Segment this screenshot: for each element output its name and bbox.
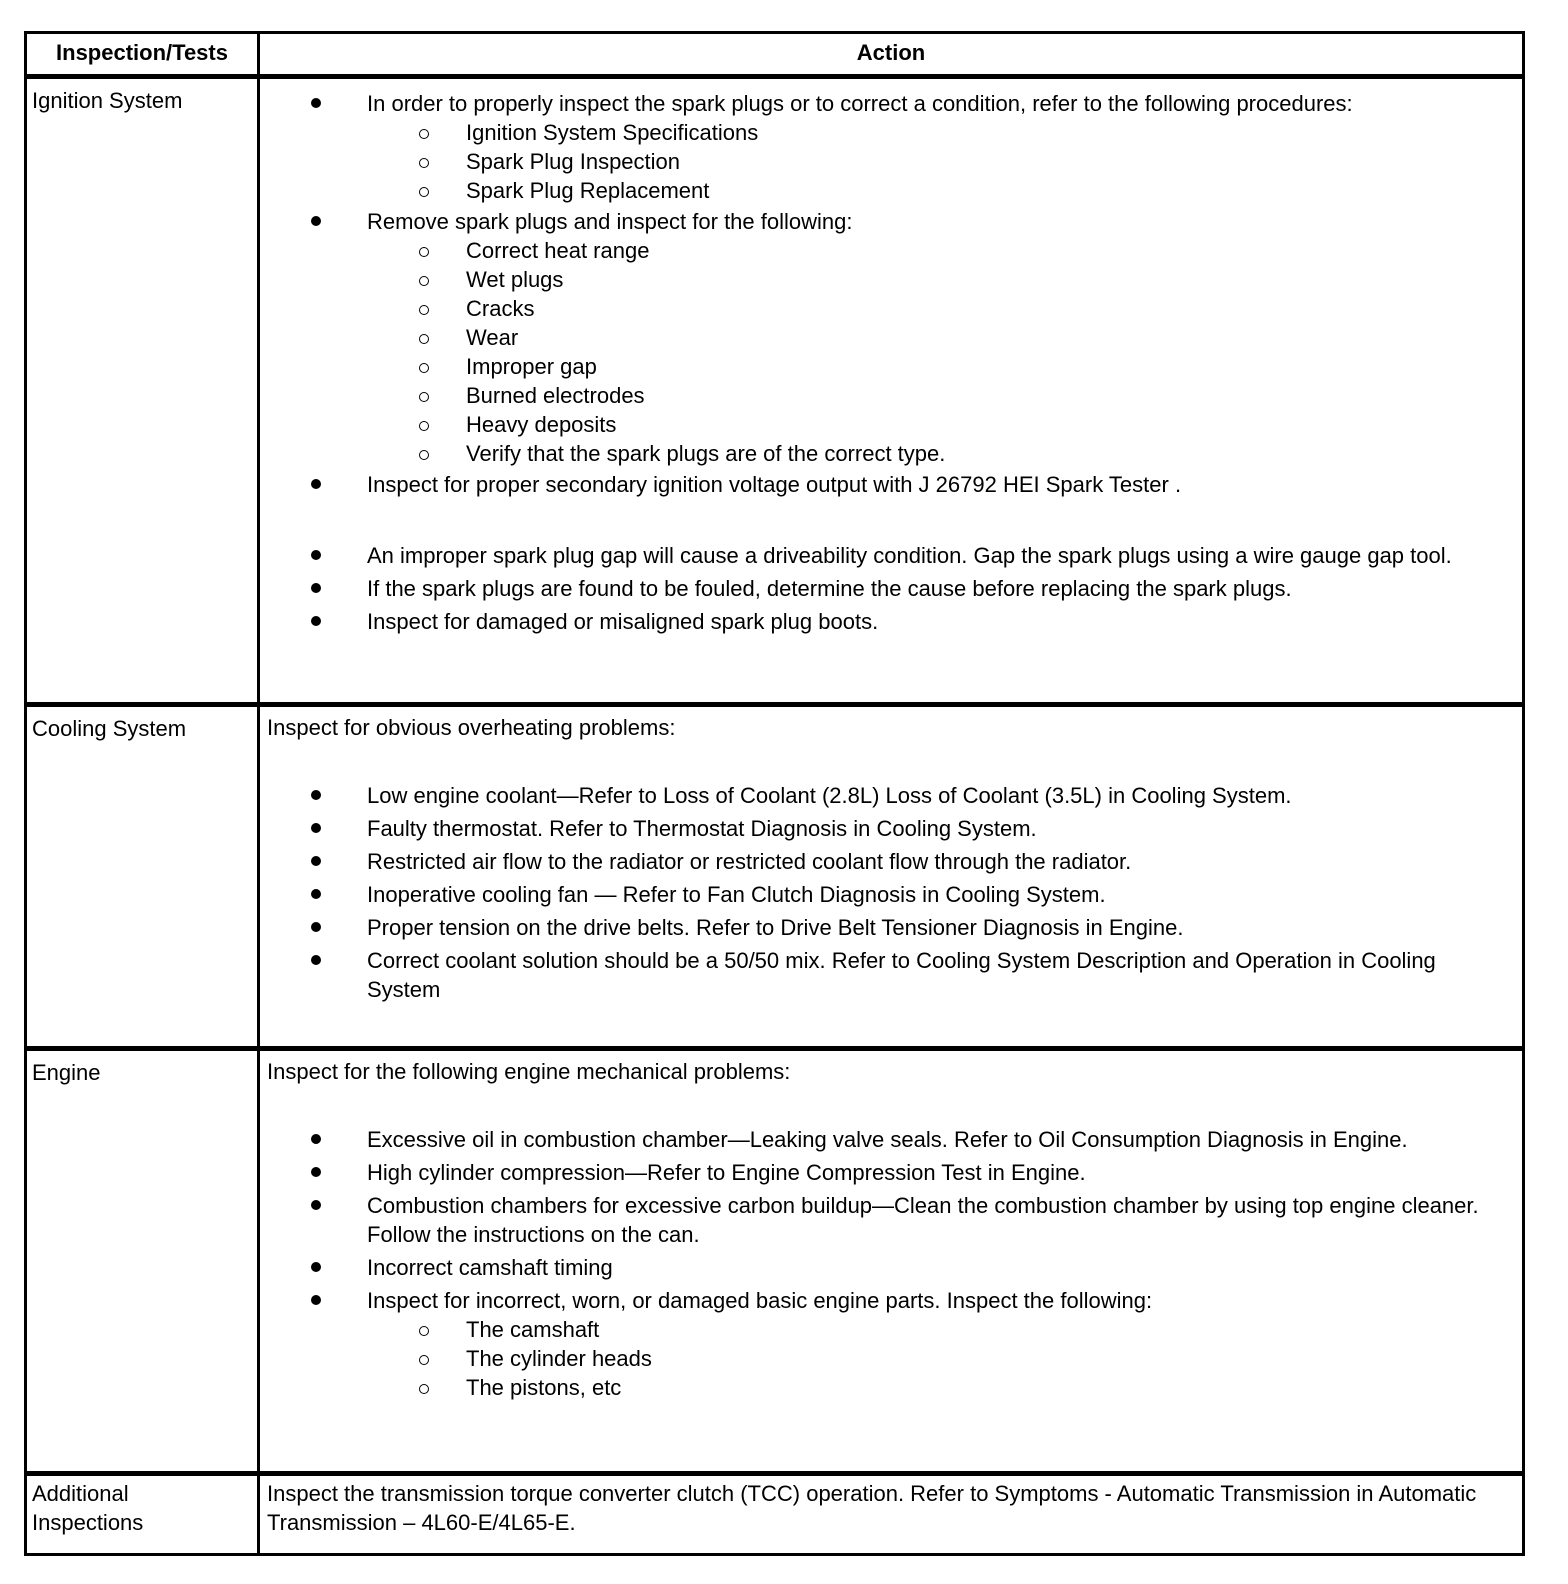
sub-list-item: [260, 1373, 1502, 1402]
sub-list-item: [260, 439, 1502, 468]
label-line: Inspections: [32, 1510, 144, 1535]
list-item: [260, 880, 1522, 909]
row-action-cell: [260, 1476, 1522, 1553]
row-label-ignition: Ignition System: [32, 88, 183, 113]
header-cell-inspection: [27, 34, 260, 74]
row-label-cell: [27, 707, 260, 1046]
bullet-text: Remove spark plugs and inspect for the following:: [367, 209, 853, 234]
circle-bullet-icon: [419, 158, 429, 168]
cooling-bullet-list: [260, 781, 1522, 1004]
sub-item-text: Ignition System Specifications: [466, 120, 759, 145]
row-label-engine: Engine: [32, 1060, 101, 1085]
bullet-text: Correct coolant solution should be a 50/50 mix. Refer to Cooling System Description and Operation in Cooling System: [367, 948, 1436, 1002]
sub-list: [260, 1315, 1502, 1402]
inspection-table: [24, 31, 1525, 1556]
circle-bullet-icon: [419, 1326, 429, 1336]
sub-item-text: The camshaft: [466, 1317, 600, 1342]
bullet-icon: [311, 1200, 321, 1210]
circle-bullet-icon: [419, 247, 429, 257]
sub-list-item: [260, 1315, 1502, 1344]
circle-bullet-icon: [419, 421, 429, 431]
bullet-text: If the spark plugs are found to be fouled, determine the cause before replacing the spark plugs.: [367, 576, 1292, 601]
list-item: [260, 913, 1522, 942]
bullet-text: Inoperative cooling fan — Refer to Fan Clutch Diagnosis in Cooling System.: [367, 882, 1106, 907]
list-item: [260, 574, 1522, 603]
list-item: [260, 607, 1522, 636]
circle-bullet-icon: [419, 1355, 429, 1365]
row-label-cell: [27, 1051, 260, 1471]
bullet-icon: [311, 823, 321, 833]
bullet-icon: [311, 889, 321, 899]
list-item: [260, 946, 1522, 1004]
list-item: [260, 1158, 1522, 1187]
bullet-icon: [311, 922, 321, 932]
bullet-icon: [311, 856, 321, 866]
engine-bullet-list: [260, 1125, 1522, 1402]
bullet-text: Proper tension on the drive belts. Refer to Drive Belt Tensioner Diagnosis in Engine.: [367, 915, 1184, 940]
bullet-icon: [311, 790, 321, 800]
row-action-cell: [260, 1051, 1522, 1471]
list-item: [260, 207, 1522, 468]
sub-list-item: [260, 236, 1502, 265]
table-row-ignition: [27, 74, 1522, 702]
row-label-cooling: Cooling System: [32, 716, 187, 741]
table-row-additional: [27, 1471, 1522, 1553]
sub-item-text: Wet plugs: [466, 267, 564, 292]
bullet-icon: [311, 1262, 321, 1272]
list-item: [260, 781, 1522, 810]
sub-item-text: Burned electrodes: [466, 383, 645, 408]
bullet-text: Inspect for proper secondary ignition voltage output with J 26792 HEI Spark Tester .: [367, 472, 1182, 497]
circle-bullet-icon: [419, 1384, 429, 1394]
bullet-icon: [311, 583, 321, 593]
list-item: [260, 541, 1522, 570]
bullet-text: Incorrect camshaft timing: [367, 1255, 613, 1280]
sub-list-item: [260, 1344, 1502, 1373]
table-row-cooling: [27, 702, 1522, 1046]
circle-bullet-icon: [419, 363, 429, 373]
sub-list-item: [260, 381, 1502, 410]
row-action-cell: [260, 707, 1522, 1046]
circle-bullet-icon: [419, 450, 429, 460]
bullet-icon: [311, 1167, 321, 1177]
sub-item-text: Correct heat range: [466, 238, 650, 263]
bullet-icon: [311, 550, 321, 560]
engine-intro: Inspect for the following engine mechanical problems:: [267, 1059, 791, 1084]
header-inspection-tests: Inspection/Tests: [56, 40, 228, 65]
bullet-text: An improper spark plug gap will cause a driveability condition. Gap the spark plugs using a wire gauge gap tool.: [367, 543, 1452, 568]
table-row-engine: [27, 1046, 1522, 1471]
bullet-icon: [311, 216, 321, 226]
header-action: Action: [856, 40, 926, 65]
sub-item-text: Improper gap: [466, 354, 597, 379]
sub-list-item: [260, 265, 1502, 294]
bullet-text: In order to properly inspect the spark plugs or to correct a condition, refer to the following procedures:: [367, 91, 1353, 116]
list-item: [260, 89, 1522, 205]
label-line: Additional: [32, 1481, 129, 1506]
list-item: [260, 1286, 1522, 1402]
list-item: [260, 1253, 1522, 1282]
sub-item-text: Spark Plug Replacement: [466, 178, 710, 203]
bullet-text: Excessive oil in combustion chamber—Leaking valve seals. Refer to Oil Consumption Diagnosis in Engine.: [367, 1127, 1408, 1152]
bullet-icon: [311, 479, 321, 489]
bullet-text: Restricted air flow to the radiator or restricted coolant flow through the radiator.: [367, 849, 1132, 874]
sub-list-item: [260, 294, 1502, 323]
bullet-icon: [311, 98, 321, 108]
table-header-row: [27, 34, 1522, 74]
circle-bullet-icon: [419, 392, 429, 402]
additional-text: Inspect the transmission torque converter clutch (TCC) operation. Refer to Symptoms - Automatic Transmission in Automatic Transmission – 4L60-E/4L65-E.: [267, 1481, 1477, 1535]
sub-list-item: [260, 410, 1502, 439]
bullet-text: Faulty thermostat. Refer to Thermostat Diagnosis in Cooling System.: [367, 816, 1037, 841]
circle-bullet-icon: [419, 276, 429, 286]
list-item: [260, 814, 1522, 843]
sub-item-text: Heavy deposits: [466, 412, 617, 437]
sub-item-text: The pistons, etc: [466, 1375, 622, 1400]
bullet-icon: [311, 616, 321, 626]
list-item: [260, 1125, 1522, 1154]
row-label-cell: [27, 79, 260, 702]
sub-item-text: Cracks: [466, 296, 535, 321]
sub-item-text: Spark Plug Inspection: [466, 149, 681, 174]
circle-bullet-icon: [419, 187, 429, 197]
header-cell-action: [260, 34, 1522, 74]
circle-bullet-icon: [419, 334, 429, 344]
bullet-text: High cylinder compression—Refer to Engine Compression Test in Engine.: [367, 1160, 1086, 1185]
sub-list-item: [260, 147, 1502, 176]
list-item: [260, 847, 1522, 876]
bullet-icon: [311, 955, 321, 965]
list-item: [260, 470, 1522, 499]
bullet-text: Inspect for damaged or misaligned spark plug boots.: [367, 609, 879, 634]
sub-item-text: Verify that the spark plugs are of the correct type.: [466, 441, 946, 466]
ignition-bullet-list: [260, 79, 1522, 636]
cooling-intro: Inspect for obvious overheating problems:: [267, 715, 676, 740]
sub-list-item: [260, 352, 1502, 381]
sub-list-item: [260, 176, 1502, 205]
row-label-additional: [27, 1476, 257, 1537]
sub-list: [260, 118, 1502, 205]
bullet-text: Low engine coolant—Refer to Loss of Coolant (2.8L) Loss of Coolant (3.5L) in Cooling System.: [367, 783, 1292, 808]
bullet-text: Inspect for incorrect, worn, or damaged basic engine parts. Inspect the following:: [367, 1288, 1153, 1313]
bullet-text: Combustion chambers for excessive carbon buildup—Clean the combustion chamber by using top engine cleaner. Follow the instructions on the can.: [367, 1193, 1479, 1247]
sub-list-item: [260, 323, 1502, 352]
circle-bullet-icon: [419, 129, 429, 139]
row-action-cell: [260, 79, 1522, 702]
sub-item-text: The cylinder heads: [466, 1346, 652, 1371]
sub-list: [260, 236, 1502, 468]
list-item: [260, 1191, 1522, 1249]
bullet-icon: [311, 1134, 321, 1144]
bullet-icon: [311, 1295, 321, 1305]
sub-list-item: [260, 118, 1502, 147]
sub-item-text: Wear: [466, 325, 519, 350]
row-label-cell: [27, 1476, 260, 1553]
circle-bullet-icon: [419, 305, 429, 315]
